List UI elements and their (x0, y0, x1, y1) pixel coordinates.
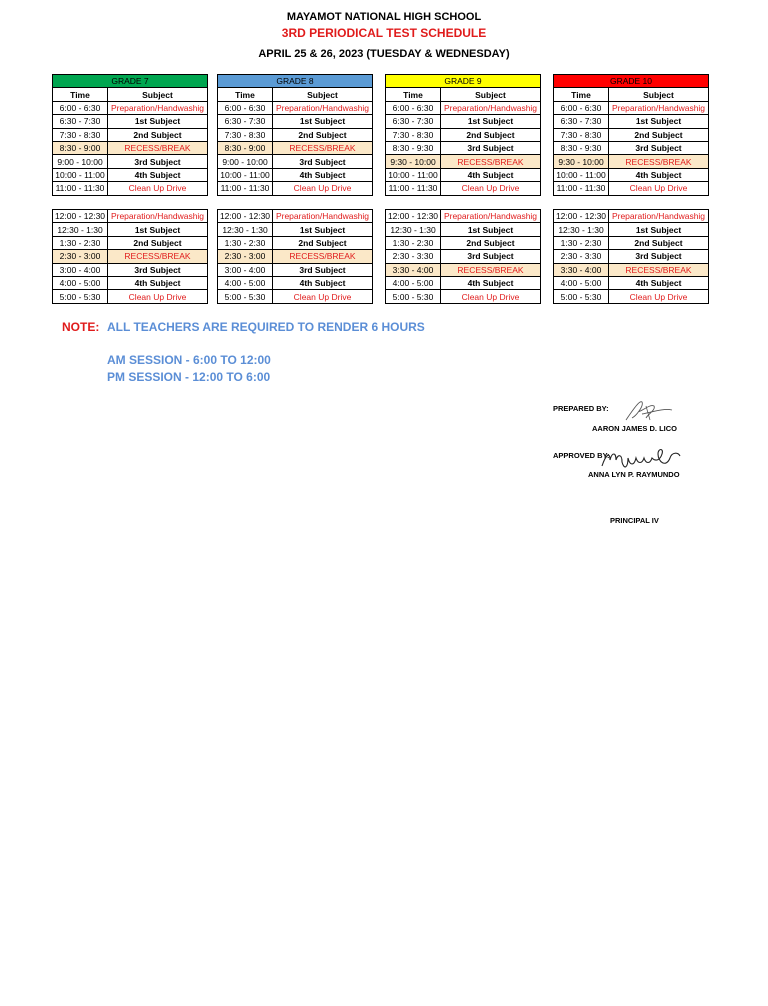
table-row (218, 223, 373, 236)
prepared-by-label: PREPARED BY: (553, 404, 609, 413)
subject-cell: 1st Subject (108, 223, 208, 236)
table-row (554, 263, 709, 276)
grade-header: GRADE 10 (554, 75, 709, 88)
table-row (386, 250, 541, 263)
table-row (386, 141, 541, 154)
subject-cell: Clean Up Drive (108, 182, 208, 195)
table-row (554, 210, 709, 223)
subject-cell: Clean Up Drive (273, 290, 373, 303)
subject-cell: RECESS/BREAK (108, 250, 208, 263)
time-cell: 12:00 - 12:30 (53, 210, 108, 223)
time-cell: 12:30 - 1:30 (218, 223, 273, 236)
subject-cell: 4th Subject (273, 168, 373, 181)
table-row (218, 290, 373, 303)
time-cell: 9:00 - 10:00 (53, 155, 108, 168)
subject-cell: RECESS/BREAK (273, 250, 373, 263)
subject-cell: Preparation/Handwashig (108, 210, 208, 223)
table-row (53, 250, 208, 263)
approved-by-label: APPROVED BY: (553, 451, 610, 460)
grade-8-am-table (217, 74, 373, 196)
table-row (386, 236, 541, 249)
subject-cell: 2nd Subject (441, 128, 541, 141)
time-cell: 8:30 - 9:00 (218, 141, 273, 154)
grade-9-pm-table (385, 209, 541, 304)
time-cell: 6:00 - 6:30 (554, 101, 609, 114)
subject-cell: Clean Up Drive (609, 290, 709, 303)
subject-cell: 3rd Subject (108, 155, 208, 168)
table-row (386, 276, 541, 289)
subject-cell: 1st Subject (441, 223, 541, 236)
table-row (554, 182, 709, 195)
subject-cell: 2nd Subject (273, 128, 373, 141)
table-row (218, 101, 373, 114)
subject-cell: Preparation/Handwashig (441, 101, 541, 114)
prepared-signature (620, 398, 676, 424)
time-cell: 1:30 - 2:30 (554, 236, 609, 249)
subject-cell: 3rd Subject (441, 250, 541, 263)
subject-cell: Preparation/Handwashig (609, 101, 709, 114)
time-cell: 5:00 - 5:30 (218, 290, 273, 303)
time-cell: 12:00 - 12:30 (554, 210, 609, 223)
table-row (554, 168, 709, 181)
subject-cell: 4th Subject (108, 276, 208, 289)
subject-cell: Preparation/Handwashig (108, 101, 208, 114)
subject-column-header: Subject (273, 88, 373, 101)
grade-10-am-table (553, 74, 709, 196)
time-cell: 7:30 - 8:30 (218, 128, 273, 141)
time-cell: 2:30 - 3:30 (386, 250, 441, 263)
subject-cell: 1st Subject (273, 223, 373, 236)
time-cell: 5:00 - 5:30 (53, 290, 108, 303)
table-row (554, 128, 709, 141)
subject-cell: 2nd Subject (273, 236, 373, 249)
table-row (53, 182, 208, 195)
table-row (554, 236, 709, 249)
time-cell: 1:30 - 2:30 (53, 236, 108, 249)
grade-10-pm-table (553, 209, 709, 304)
table-row (554, 141, 709, 154)
time-cell: 6:00 - 6:30 (53, 101, 108, 114)
subject-cell: Clean Up Drive (441, 290, 541, 303)
school-name: MAYAMOT NATIONAL HIGH SCHOOL (286, 11, 482, 23)
table-row (554, 155, 709, 168)
grade-header: GRADE 8 (218, 75, 373, 88)
subject-cell: 1st Subject (609, 115, 709, 128)
subject-cell: RECESS/BREAK (609, 263, 709, 276)
subject-cell: Clean Up Drive (108, 290, 208, 303)
time-cell: 5:00 - 5:30 (386, 290, 441, 303)
time-cell: 10:00 - 11:00 (554, 168, 609, 181)
table-row (53, 276, 208, 289)
table-row (53, 128, 208, 141)
time-cell: 10:00 - 11:00 (386, 168, 441, 181)
subject-cell: 1st Subject (609, 223, 709, 236)
note-text: ALL TEACHERS ARE REQUIRED TO RENDER 6 HOURS (107, 320, 425, 334)
schedule-title: 3RD PERIODICAL TEST SCHEDULE (281, 26, 487, 40)
time-cell: 9:00 - 10:00 (218, 155, 273, 168)
time-cell: 3:30 - 4:00 (386, 263, 441, 276)
subject-cell: 4th Subject (108, 168, 208, 181)
time-cell: 7:30 - 8:30 (554, 128, 609, 141)
time-cell: 11:00 - 11:30 (218, 182, 273, 195)
subject-cell: RECESS/BREAK (273, 141, 373, 154)
time-cell: 6:30 - 7:30 (554, 115, 609, 128)
time-cell: 4:00 - 5:00 (53, 276, 108, 289)
subject-column-header: Subject (108, 88, 208, 101)
subject-cell: 3rd Subject (609, 141, 709, 154)
time-cell: 9:30 - 10:00 (386, 155, 441, 168)
subject-cell: Clean Up Drive (441, 182, 541, 195)
subject-cell: 2nd Subject (441, 236, 541, 249)
time-cell: 8:30 - 9:00 (53, 141, 108, 154)
time-cell: 2:30 - 3:00 (53, 250, 108, 263)
time-cell: 12:30 - 1:30 (386, 223, 441, 236)
table-row (53, 101, 208, 114)
grade-header: GRADE 7 (53, 75, 208, 88)
grade-8-pm-table (217, 209, 373, 304)
table-row (218, 115, 373, 128)
table-row (53, 263, 208, 276)
subject-cell: RECESS/BREAK (609, 155, 709, 168)
subject-cell: 1st Subject (108, 115, 208, 128)
table-row (218, 276, 373, 289)
time-cell: 3:00 - 4:00 (53, 263, 108, 276)
time-cell: 3:30 - 4:00 (554, 263, 609, 276)
subject-column-header: Subject (609, 88, 709, 101)
table-row (554, 115, 709, 128)
time-column-header: Time (386, 88, 441, 101)
time-cell: 4:00 - 5:00 (218, 276, 273, 289)
table-row (218, 182, 373, 195)
table-row (386, 128, 541, 141)
time-cell: 12:00 - 12:30 (386, 210, 441, 223)
subject-cell: 4th Subject (273, 276, 373, 289)
time-cell: 6:30 - 7:30 (218, 115, 273, 128)
grade-header: GRADE 9 (386, 75, 541, 88)
table-row (386, 155, 541, 168)
subject-cell: 2nd Subject (108, 128, 208, 141)
table-row (53, 155, 208, 168)
table-row (218, 168, 373, 181)
time-cell: 4:00 - 5:00 (386, 276, 441, 289)
time-cell: 12:30 - 1:30 (554, 223, 609, 236)
time-cell: 8:30 - 9:30 (386, 141, 441, 154)
subject-cell: Preparation/Handwashig (441, 210, 541, 223)
table-row (554, 250, 709, 263)
time-cell: 4:00 - 5:00 (554, 276, 609, 289)
time-cell: 7:30 - 8:30 (386, 128, 441, 141)
table-row (386, 223, 541, 236)
subject-cell: Clean Up Drive (609, 182, 709, 195)
subject-cell: Preparation/Handwashig (273, 101, 373, 114)
subject-cell: 4th Subject (609, 276, 709, 289)
time-cell: 2:30 - 3:30 (554, 250, 609, 263)
time-cell: 2:30 - 3:00 (218, 250, 273, 263)
grade-7-am-table (52, 74, 208, 196)
time-cell: 9:30 - 10:00 (554, 155, 609, 168)
time-cell: 10:00 - 11:00 (218, 168, 273, 181)
table-row (53, 141, 208, 154)
schedule-dates: APRIL 25 & 26, 2023 (TUESDAY & WEDNESDAY) (258, 48, 510, 60)
table-row (554, 101, 709, 114)
time-cell: 7:30 - 8:30 (53, 128, 108, 141)
time-cell: 11:00 - 11:30 (386, 182, 441, 195)
approved-by-position: PRINCIPAL IV (610, 516, 659, 525)
subject-cell: 4th Subject (441, 276, 541, 289)
approved-by-name: ANNA LYN P. RAYMUNDO (588, 470, 680, 479)
time-cell: 11:00 - 11:30 (53, 182, 108, 195)
subject-column-header: Subject (441, 88, 541, 101)
subject-cell: 3rd Subject (108, 263, 208, 276)
subject-cell: 2nd Subject (609, 236, 709, 249)
table-row (218, 128, 373, 141)
table-row (218, 155, 373, 168)
table-row (386, 290, 541, 303)
time-cell: 6:00 - 6:30 (218, 101, 273, 114)
table-row (218, 210, 373, 223)
subject-cell: RECESS/BREAK (441, 155, 541, 168)
prepared-by-name: AARON JAMES D. LICO (592, 424, 678, 433)
subject-cell: 2nd Subject (609, 128, 709, 141)
table-row (386, 101, 541, 114)
am-session-note: AM SESSION - 6:00 TO 12:00 (107, 353, 271, 367)
time-cell: 11:00 - 11:30 (554, 182, 609, 195)
time-cell: 1:30 - 2:30 (386, 236, 441, 249)
table-row (53, 290, 208, 303)
subject-cell: RECESS/BREAK (441, 263, 541, 276)
time-cell: 10:00 - 11:00 (53, 168, 108, 181)
time-column-header: Time (554, 88, 609, 101)
table-row (554, 290, 709, 303)
time-cell: 6:00 - 6:30 (386, 101, 441, 114)
time-cell: 12:00 - 12:30 (218, 210, 273, 223)
grade-7-pm-table (52, 209, 208, 304)
table-row (53, 115, 208, 128)
grade-9-am-table (385, 74, 541, 196)
subject-cell: 4th Subject (609, 168, 709, 181)
time-column-header: Time (218, 88, 273, 101)
table-row (53, 236, 208, 249)
table-row (386, 115, 541, 128)
time-cell: 6:30 - 7:30 (386, 115, 441, 128)
time-column-header: Time (53, 88, 108, 101)
subject-cell: 3rd Subject (273, 155, 373, 168)
subject-cell: 1st Subject (273, 115, 373, 128)
time-cell: 1:30 - 2:30 (218, 236, 273, 249)
subject-cell: 2nd Subject (108, 236, 208, 249)
table-row (53, 210, 208, 223)
table-row (386, 210, 541, 223)
subject-cell: 3rd Subject (609, 250, 709, 263)
table-row (554, 276, 709, 289)
subject-cell: Preparation/Handwashig (273, 210, 373, 223)
pm-session-note: PM SESSION - 12:00 TO 6:00 (107, 370, 271, 384)
table-row (53, 223, 208, 236)
table-row (554, 223, 709, 236)
table-row (386, 168, 541, 181)
table-row (386, 263, 541, 276)
subject-cell: Clean Up Drive (273, 182, 373, 195)
time-cell: 6:30 - 7:30 (53, 115, 108, 128)
table-row (218, 263, 373, 276)
subject-cell: 3rd Subject (273, 263, 373, 276)
subject-cell: RECESS/BREAK (108, 141, 208, 154)
time-cell: 3:00 - 4:00 (218, 263, 273, 276)
note-label: NOTE: (62, 320, 100, 334)
subject-cell: 4th Subject (441, 168, 541, 181)
subject-cell: 3rd Subject (441, 141, 541, 154)
table-row (218, 141, 373, 154)
subject-cell: 1st Subject (441, 115, 541, 128)
table-row (218, 236, 373, 249)
time-cell: 12:30 - 1:30 (53, 223, 108, 236)
table-row (53, 168, 208, 181)
time-cell: 5:00 - 5:30 (554, 290, 609, 303)
table-row (386, 182, 541, 195)
subject-cell: Preparation/Handwashig (609, 210, 709, 223)
time-cell: 8:30 - 9:30 (554, 141, 609, 154)
table-row (218, 250, 373, 263)
